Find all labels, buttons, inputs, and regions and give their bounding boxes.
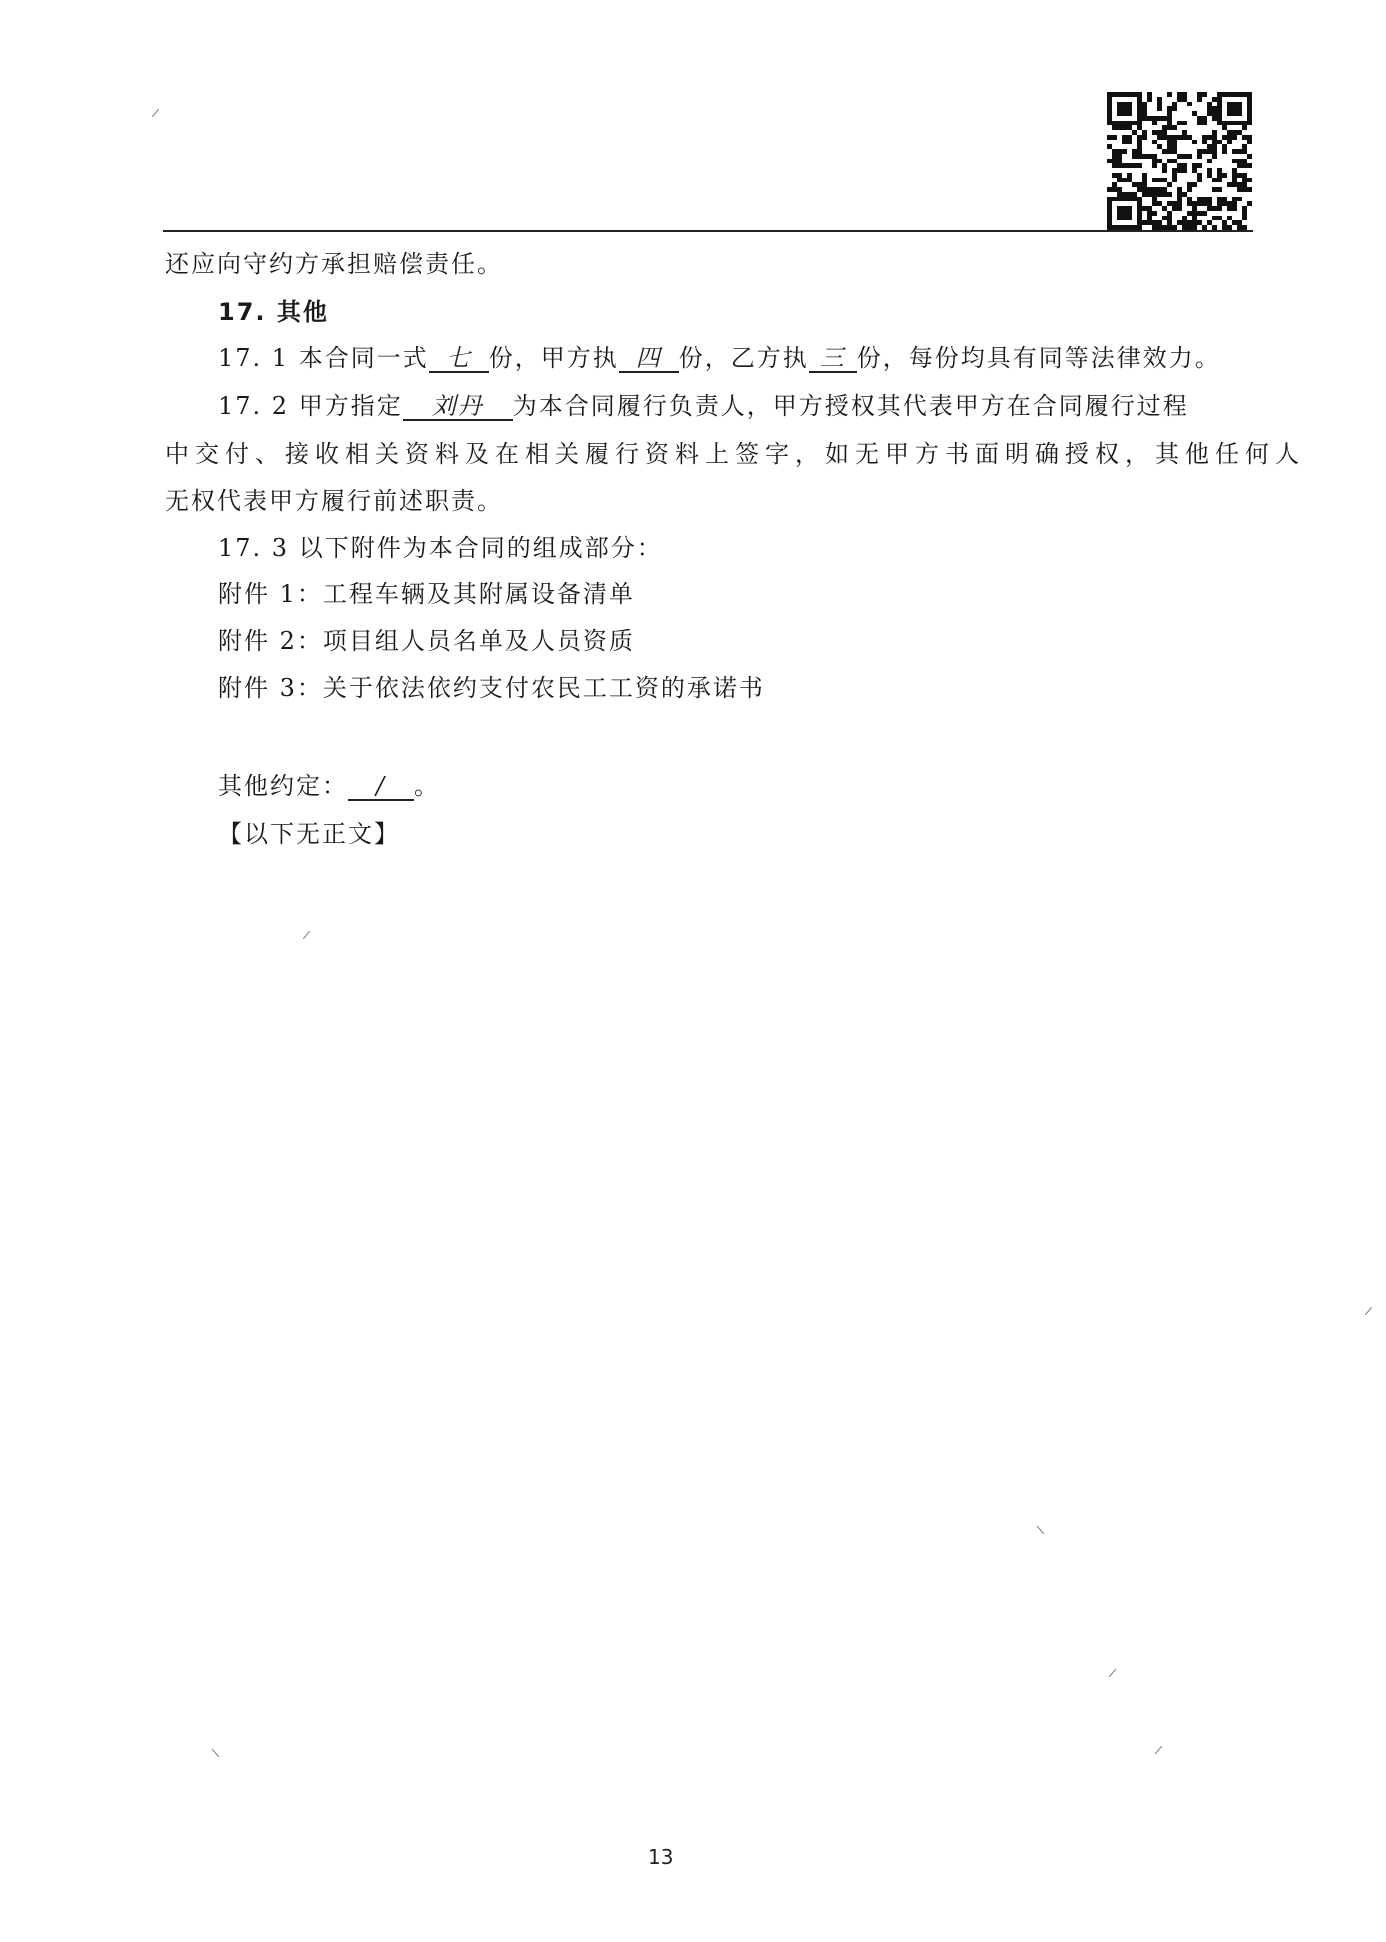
representative-field: 刘丹 xyxy=(403,393,513,421)
header-rule xyxy=(163,230,1253,232)
clause-17-1-mid1: 份，甲方执 xyxy=(488,344,619,372)
attachment-3: 附件 3：关于依法依约支付农民工工资的承诺书 xyxy=(218,674,765,702)
other-terms-end: 。 xyxy=(414,772,440,800)
other-terms xyxy=(218,770,440,802)
attachment-1: 附件 1：工程车辆及其附属设备清单 xyxy=(218,580,635,608)
clause-17-2-line1-rest: 为本合同履行负责人，甲方授权其代表甲方在合同履行过程 xyxy=(512,392,1189,420)
scan-speck xyxy=(1037,1526,1044,1534)
clause-17-2-prefix: 17. 2 甲方指定 xyxy=(218,392,403,420)
page-number: 13 xyxy=(648,1845,674,1869)
copies-party-b-field: 三 xyxy=(809,345,857,373)
scan-speck xyxy=(1109,1669,1116,1677)
end-marker: 【以下无正文】 xyxy=(218,820,400,848)
clause-17-1-mid2: 份，乙方执 xyxy=(678,344,809,372)
copies-total-field: 七 xyxy=(429,345,489,373)
scan-speck xyxy=(212,1749,219,1757)
clause-17-2-line2: 中交付、接收相关资料及在相关履行资料上签字，如无甲方书面明确授权，其他任何人 xyxy=(165,440,1305,468)
clause-17-1-prefix: 17. 1 本合同一式 xyxy=(218,344,429,372)
scan-speck xyxy=(152,109,159,117)
attachment-2: 附件 2：项目组人员名单及人员资质 xyxy=(218,627,635,655)
section-heading: 17. 其他 xyxy=(218,298,329,326)
other-terms-label: 其他约定： xyxy=(218,772,348,800)
continuation-text: 还应向守约方承担赔偿责任。 xyxy=(165,250,503,278)
clause-17-1-suffix: 份，每份均具有同等法律效力。 xyxy=(856,344,1221,372)
clause-17-1 xyxy=(218,342,1221,374)
qr-code xyxy=(1107,92,1252,230)
copies-party-a-field: 四 xyxy=(619,345,679,373)
scan-speck xyxy=(1365,1307,1372,1315)
clause-17-3: 17. 3 以下附件为本合同的组成部分： xyxy=(218,534,663,562)
scan-speck xyxy=(303,931,310,939)
clause-17-2-line1 xyxy=(218,390,1189,422)
clause-17-2-line3: 无权代表甲方履行前述职责。 xyxy=(165,487,503,515)
scan-speck xyxy=(1155,1746,1162,1754)
other-terms-field: / xyxy=(348,773,414,801)
